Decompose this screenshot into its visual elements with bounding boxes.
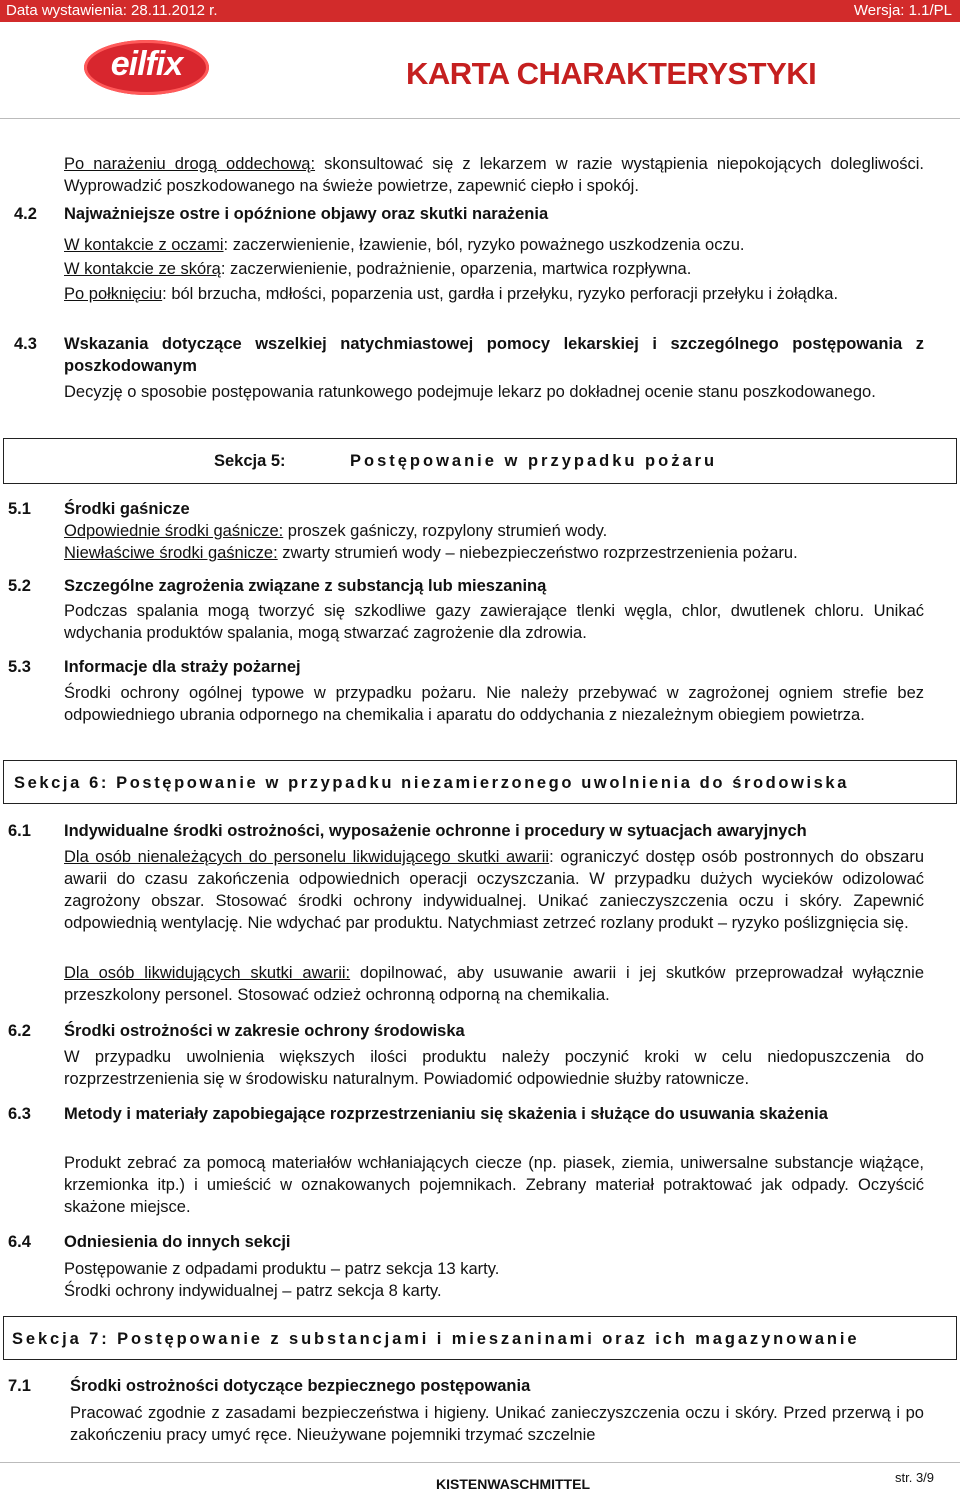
paragraph-6-4-b: Środki ochrony indywidualnej – patrz sekcja 8 karty.	[64, 1282, 442, 1300]
document-title: KARTA CHARAKTERYSTYKI	[406, 56, 817, 91]
inhalation-paragraph: Po narażeniu drogą oddechową: skonsultować się z lekarzem w razie wystąpienia niepokojących dolegliwości. Wyprowadzić poszkodowanego na świeże powietrze, zapewnić ciepło i spokój.	[64, 155, 924, 195]
heading-5-3: Informacje dla straży pożarnej	[64, 658, 301, 676]
paragraph-6-1-a: Dla osób nienależących do personelu likwidującego skutki awarii: ograniczyć dostęp osób postronnych do obszaru awarii do czasu zakończenia odpowiednich operacji oczyszczania. W przypadku dużych wycieków odizolować zagrożony obszar. Stosować środki ochrony indywidualnej. Unikać zanieczyszczenia oczu i skóry. Zapewnić odpowiednią wentylację. Nie wdychać par produktu. Natychmiast zetrzeć rozlany produkt – ryzyko poślizgnięcia się.	[64, 848, 924, 932]
section-5-label: Sekcja 5:	[214, 452, 286, 470]
skin-contact: W kontakcie ze skórą: zaczerwienienie, podrażnienie, oparzenia, martwica rozpływna.	[64, 260, 692, 278]
page-number: str. 3/9	[895, 1470, 935, 1485]
eyes-contact: W kontakcie z oczami: zaczerwienienie, łzawienie, ból, ryzyko poważnego uszkodzenia oczu.	[64, 236, 745, 254]
document-header	[0, 22, 960, 119]
paragraph-4-3: Decyzję o sposobie postępowania ratunkowego podejmuje lekarz po dokładnej ocenie stanu poszkodowanego.	[64, 383, 876, 401]
paragraph-6-4-a: Postępowanie z odpadami produktu – patrz sekcja 13 karty.	[64, 1260, 500, 1278]
paragraph-6-2: W przypadku uwolnienia większych ilości produktu należy poczynić kroki w celu niedopuszczenia do rozprzestrzenienia się w środowisku naturalnym. Powiadomić odpowiednie służby ratownicze.	[64, 1048, 924, 1088]
section-5-title: Postępowanie w przypadku pożaru	[350, 452, 718, 470]
heading-6-2: Środki ostrożności w zakresie ochrony środowiska	[64, 1022, 465, 1040]
suitable-extinguishing: Odpowiednie środki gaśnicze: proszek gaśniczy, rozpylony strumień wody.	[64, 522, 608, 540]
heading-6-1-number: 6.1	[8, 822, 31, 840]
heading-6-1: Indywidualne środki ostrożności, wyposażenie ochronne i procedury w sytuacjach awaryjnych	[64, 822, 807, 840]
heading-4-3-number: 4.3	[14, 335, 37, 353]
heading-7-1-number: 7.1	[8, 1377, 31, 1395]
heading-5-3-number: 5.3	[8, 658, 31, 676]
paragraph-5-3: Środki ochrony ogólnej typowe w przypadku pożaru. Nie należy przebywać w zagrożonej ogniem strefie bez odpowiedniego ubrania odpornego na chemikalia i aparatu do oddychania z niezależnym obiegiem powietrza.	[64, 684, 924, 724]
footer-divider	[0, 1462, 960, 1463]
paragraph-5-2: Podczas spalania mogą tworzyć się szkodliwe gazy zawierające tlenki węgla, chlor, dwutlenek chloru. Unikać wdychania produktów spalania, mogą stwarzać zagrożenie dla zdrowia.	[64, 602, 924, 642]
heading-5-2: Szczególne zagrożenia związane z substancją lub mieszaniną	[64, 577, 547, 595]
paragraph-6-1-b: Dla osób likwidujących skutki awarii: dopilnować, aby usuwanie awarii i jej skutków przeprowadzał wyłącznie przeszkolony personel. Stosować odzież ochronną odporną na chemikalia.	[64, 964, 925, 1004]
heading-6-2-number: 6.2	[8, 1022, 31, 1040]
heading-6-4: Odniesienia do innych sekcji	[64, 1233, 291, 1251]
heading-7-1: Środki ostrożności dotyczące bezpiecznego postępowania	[70, 1377, 531, 1395]
section-7-title: Sekcja 7: Postępowanie z substancjami i mieszaninami oraz ich magazynowanie	[12, 1330, 860, 1348]
heading-6-3-number: 6.3	[8, 1105, 31, 1123]
section-7-header	[3, 1316, 957, 1360]
heading-4-3: Wskazania dotyczące wszelkiej natychmiastowej pomocy lekarskiej i szczególnego postępowania z poszkodowanym	[64, 335, 924, 375]
paragraph-7-1: Pracować zgodnie z zasadami bezpieczeństwa i higieny. Unikać zanieczyszczenia oczu i skóry. Przed przerwą i po zakończeniu pracy umyć ręce. Nieużywane pojemniki trzymać szczelnie	[70, 1404, 924, 1444]
swallow-effects: Po połknięciu: ból brzucha, mdłości, poparzenia ust, gardła i przełyku, ryzyko perforacji przełyku i żołądka.	[64, 285, 839, 303]
heading-6-3: Metody i materiały zapobiegające rozprzestrzenianiu się skażenia i służące do usuwania skażenia	[64, 1105, 828, 1123]
section-5-header	[3, 438, 957, 484]
heading-5-2-number: 5.2	[8, 577, 31, 595]
issue-date: Data wystawienia: 28.11.2012 r.	[6, 2, 218, 19]
heading-5-1: Środki gaśnicze	[64, 500, 190, 518]
heading-6-4-number: 6.4	[8, 1233, 31, 1251]
footer-product: KISTENWASCHMITTEL	[436, 1476, 590, 1492]
heading-5-1-number: 5.1	[8, 500, 31, 518]
version: Wersja: 1.1/PL	[853, 2, 952, 19]
unsuitable-extinguishing: Niewłaściwe środki gaśnicze: zwarty strumień wody – niebezpieczeństwo rozprzestrzenienia pożaru.	[64, 544, 798, 562]
section-6-title: Sekcja 6: Postępowanie w przypadku niezamierzonego uwolnienia do środowiska	[14, 774, 849, 792]
paragraph-6-3: Produkt zebrać za pomocą materiałów wchłaniających ciecze (np. piasek, ziemia, uniwersalne substancje wiążące, krzemionka itp.) i umieścić w oznakowanych pojemnikach. Zebrany materiał potraktować jak odpady. Oczyścić skażone miejsce.	[64, 1154, 924, 1216]
section-6-header	[3, 760, 957, 804]
eilfix-logo: eilfix	[84, 40, 209, 95]
heading-4-2-number: 4.2	[14, 205, 37, 223]
heading-4-2: Najważniejsze ostre i opóźnione objawy oraz skutki narażenia	[64, 205, 549, 223]
top-bar	[0, 0, 960, 22]
